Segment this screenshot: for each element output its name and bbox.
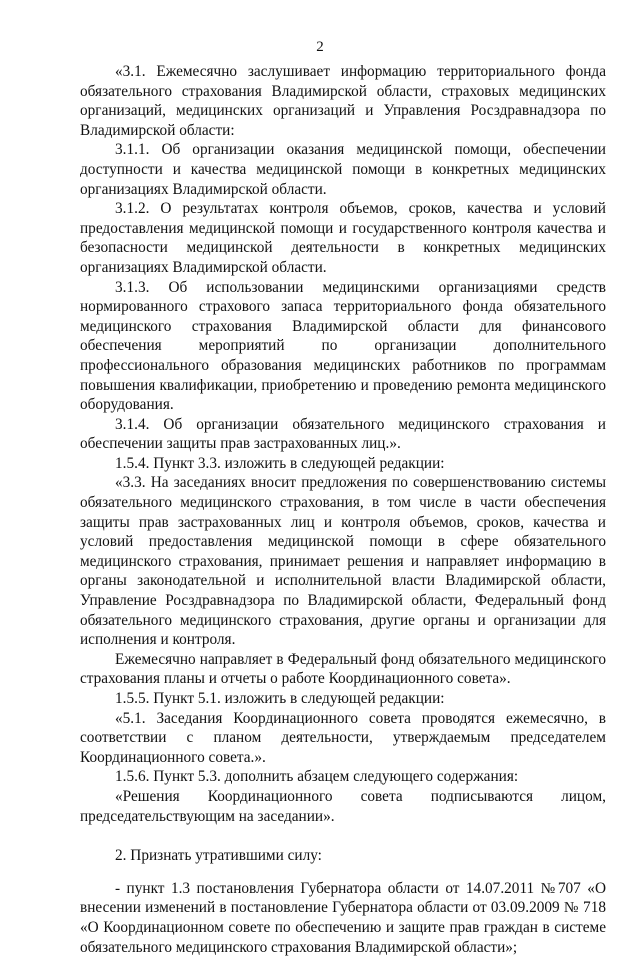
paragraph-3-1-2: 3.1.2. О результатах контроля объемов, сроков, качества и условий предоставления медицинской помощи и государственного контроля качества и безопасности медицинской деятельности в конкретных медицинских организациях Владимирской области. bbox=[80, 200, 606, 276]
paragraph-3-1-1: 3.1.1. Об организации оказания медицинской помощи, обеспечении доступности и качества медицинской помощи в конкретных медицинских организациях Владимирской области. bbox=[80, 141, 606, 198]
paragraph-2-repeal: 2. Признать утратившими силу: bbox=[115, 847, 322, 865]
paragraph-1-5-4: 1.5.4. Пункт 3.3. изложить в следующей редакции: bbox=[115, 454, 445, 472]
spacer bbox=[80, 826, 606, 846]
paragraph-1-5-5: 1.5.5. Пункт 5.1. изложить в следующей редакции: bbox=[115, 690, 445, 707]
paragraph-repeal-item: - пункт 1.3 постановления Губернатора области от 14.07.2011 №707 «О внесении изменений в постановление Губернатора области от 03.09.2009 № 718 «О Координационном совете по обеспечению и защите прав граждан в системе обязательного медицинского страхования Владимирской области»; bbox=[80, 879, 606, 956]
paragraph-3-1-4: 3.1.4. Об организации обязательного медицинского страхования и обеспечении защиты прав застрахованных лиц.». bbox=[80, 415, 606, 453]
paragraph-decisions-signing: «Решения Координационного совета подписываются лицом, председательствующим на заседании». bbox=[80, 787, 606, 825]
paragraph-3-3: «3.3. На заседаниях вносит предложения по совершенствованию системы обязательного медицинского страхования, в том числе в части обеспечения защиты прав застрахованных лиц и контроля объемов, сроков, качества и условий предоставления медицинской помощи в сфере обязательного медицинского страхования, принимает решения и направляет информацию в органы законодательной и исполнительной власти Владимирской области, Управление Росздравнадзора по Владимирской области, Федеральный фонд обязательного медицинского страхования, другие органы и организации для исполнения и контроля. bbox=[80, 474, 606, 649]
paragraph-5-1: «5.1. Заседания Координационного совета проводятся ежемесячно, в соответствии с планом деятельности, утверждаемым председателем Координационного совета.». bbox=[80, 709, 606, 766]
document-body bbox=[80, 62, 606, 957]
page-number: 2 bbox=[316, 39, 324, 55]
spacer bbox=[80, 866, 606, 879]
paragraph-3-1-3: 3.1.3. Об использовании медицинскими организациями средств нормированного страхового запаса территориального фонда обязательного медицинского страхования Владимирской области для финансового обеспечения мероприятий по организации дополнительного профессионального образования медицинских работников по программам повышения квалификации, приобретению и проведению ремонта медицинского оборудования. bbox=[80, 278, 606, 414]
paragraph-monthly-reports: Ежемесячно направляет в Федеральный фонд обязательного медицинского страхования планы и отчеты о работе Координационного совета». bbox=[80, 650, 606, 688]
paragraph-3-1: «3.1. Ежемесячно заслушивает информацию территориального фонда обязательного страхования Владимирской области, страховых медицинских организаций, медицинских организаций и Управления Росздравнадзора по Владимирской области: bbox=[80, 63, 606, 139]
paragraph-1-5-6: 1.5.6. Пункт 5.3. дополнить абзацем следующего содержания: bbox=[115, 768, 519, 786]
